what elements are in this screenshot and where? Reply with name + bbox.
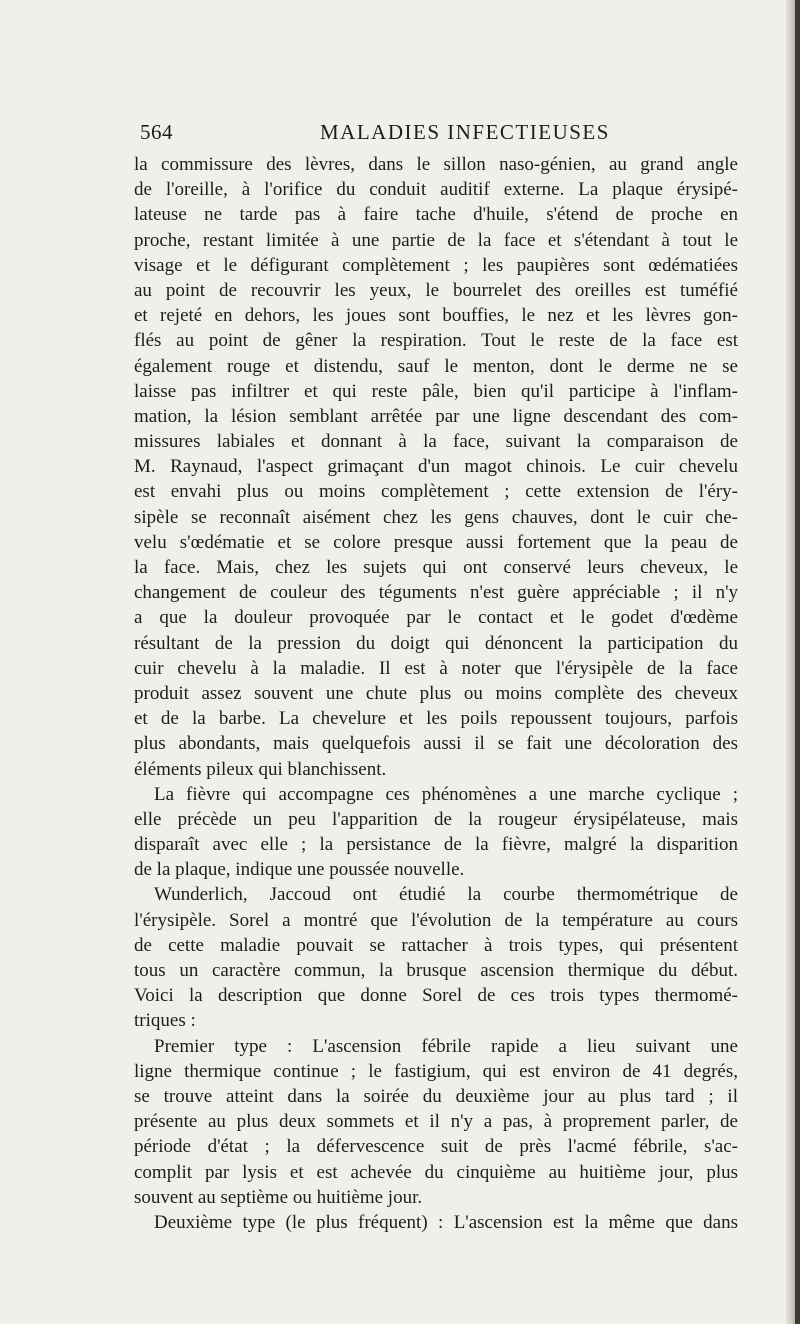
text-line: mation, la lésion semblant arrêtée par une ligne descendant des com- [134, 405, 738, 427]
text-line: cuir chevelu à la maladie. Il est à noter que l'érysipèle de la face [134, 657, 738, 679]
text-line: éléments pileux qui blanchissent. [134, 758, 387, 780]
text-line: au point de recouvrir les yeux, le bourrelet des oreilles est tuméfié [134, 279, 738, 301]
text-line: sipèle se reconnaît aisément chez les gens chauves, dont le cuir che- [134, 506, 738, 528]
text-line: de la plaque, indique une poussée nouvelle. [134, 859, 465, 881]
text-line: proche, restant limitée à une partie de la face et s'étendant à tout le [134, 229, 738, 251]
text-line: flés au point de gêner la respiration. Tout le reste de la face est [134, 330, 738, 352]
text-line: est envahi plus ou moins complètement ; cette extension de l'éry- [134, 481, 738, 503]
text-line: visage et le défigurant complètement ; les paupières sont œdématiées [134, 254, 738, 276]
text-line: missures labiales et donnant à la face, suivant la comparaison de [134, 431, 738, 453]
text-line: la commissure des lèvres, dans le sillon naso-génien, au grand angle [134, 154, 738, 175]
text-line: tous un caractère commun, la brusque ascension thermique du début. [134, 960, 738, 981]
text-line: velu s'œdématie et se colore presque aussi fortement que la peau de [134, 531, 738, 553]
text-line: a que la douleur provoquée par le contact et le godet d'œdème [134, 607, 738, 629]
text-line: M. Raynaud, l'aspect grimaçant d'un magot chinois. Le cuir chevelu [134, 456, 738, 478]
text-line: également rouge et distendu, sauf le menton, dont le derme ne se [134, 355, 738, 377]
text-line: lateuse ne tarde pas à faire tache d'huile, s'étend de proche en [134, 204, 738, 226]
page-header [140, 120, 740, 150]
text-line: l'érysipèle. Sorel a montré que l'évolution de la température au cours [134, 909, 738, 931]
text-line: de cette maladie pouvait se rattacher à trois types, qui présentent [134, 934, 738, 956]
text-line: souvent au septième ou huitième jour. [134, 1186, 423, 1208]
text-line: présente au plus deux sommets et il n'y a pas, à proprement parler, de [134, 1111, 738, 1133]
text-line: se trouve atteint dans la soirée du deuxième jour au plus tard ; il [134, 1085, 738, 1107]
text-line: La fièvre qui accompagne ces phénomènes a une marche cyclique ; [154, 783, 738, 805]
text-line: résultant de la pression du doigt qui dénoncent la participation du [134, 632, 738, 654]
text-line: produit assez souvent une chute plus ou moins complète des cheveux [134, 682, 738, 704]
text-line: laisse pas infiltrer et qui reste pâle, bien qu'il participe à l'inflam- [134, 380, 738, 402]
text-line: plus abondants, mais quelquefois aussi il se fait une décoloration des [134, 733, 738, 755]
page-binding-edge [795, 0, 800, 1324]
text-line: elle précède un peu l'apparition de la rougeur érysipélateuse, mais [134, 808, 738, 830]
text-line: disparaît avec elle ; la persistance de la fièvre, malgré la disparition [134, 834, 738, 856]
text-line: triques : [134, 1010, 196, 1032]
page-number: 564 [140, 120, 173, 144]
text-line: ligne thermique continue ; le fastigium, qui est environ de 41 degrés, [134, 1060, 738, 1082]
text-line: Wunderlich, Jaccoud ont étudié la courbe thermométrique de [154, 884, 738, 906]
text-line: période d'état ; la défervescence suit de près l'acmé fébrile, s'ac- [134, 1136, 738, 1158]
text-line: la face. Mais, chez les sujets qui ont conservé leurs cheveux, le [134, 557, 738, 578]
text-line: et de la barbe. La chevelure et les poils repoussent toujours, parfois [134, 708, 738, 730]
body-text [134, 152, 738, 1235]
text-line: de l'oreille, à l'orifice du conduit auditif externe. La plaque érysipé- [134, 179, 738, 201]
text-line: Voici la description que donne Sorel de ces trois types thermomé- [134, 985, 738, 1007]
text-line: et rejeté en dehors, les joues sont bouffies, le nez et les lèvres gon- [134, 305, 738, 327]
text-line: Premier type : L'ascension fébrile rapide a lieu suivant une [154, 1035, 738, 1057]
text-line: changement de couleur des téguments n'est guère appréciable ; il n'y [134, 582, 738, 604]
running-head: MALADIES INFECTIEUSES [320, 120, 610, 144]
text-line: Deuxième type (le plus fréquent) : L'ascension est la même que dans [154, 1211, 738, 1233]
text-line: complit par lysis et est achevée du cinquième au huitième jour, plus [134, 1161, 738, 1183]
